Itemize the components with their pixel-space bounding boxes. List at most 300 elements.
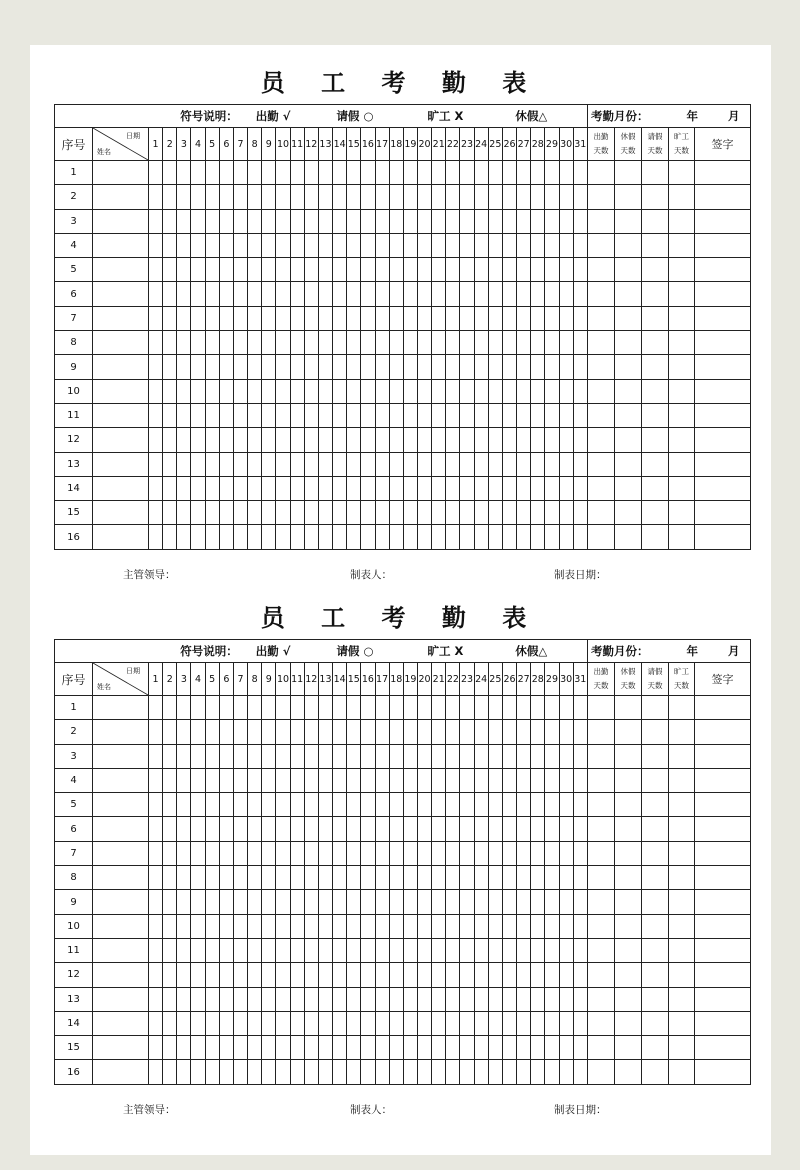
day-cell[interactable] (488, 209, 502, 233)
day-cell[interactable] (460, 841, 474, 865)
day-cell[interactable] (531, 963, 545, 987)
day-cell[interactable] (318, 914, 332, 938)
day-cell[interactable] (403, 817, 417, 841)
day-cell[interactable] (488, 744, 502, 768)
day-cell[interactable] (248, 866, 262, 890)
day-cell[interactable] (559, 817, 573, 841)
day-cell[interactable] (333, 379, 347, 403)
day-cell[interactable] (361, 890, 375, 914)
day-cell[interactable] (318, 696, 332, 720)
day-cell[interactable] (233, 258, 247, 282)
day-cell[interactable] (417, 258, 431, 282)
day-cell[interactable] (205, 476, 219, 500)
stat-cell[interactable] (587, 379, 614, 403)
stat-cell[interactable] (668, 282, 694, 306)
day-cell[interactable] (573, 282, 587, 306)
day-cell[interactable] (347, 793, 361, 817)
day-cell[interactable] (304, 963, 318, 987)
day-cell[interactable] (460, 914, 474, 938)
day-cell[interactable] (474, 161, 488, 185)
day-cell[interactable] (502, 696, 516, 720)
day-cell[interactable] (446, 428, 460, 452)
day-cell[interactable] (191, 282, 205, 306)
day-cell[interactable] (304, 233, 318, 257)
day-cell[interactable] (205, 209, 219, 233)
day-cell[interactable] (318, 1036, 332, 1060)
day-cell[interactable] (517, 938, 531, 962)
day-cell[interactable] (177, 331, 191, 355)
day-cell[interactable] (517, 963, 531, 987)
stat-cell[interactable] (587, 817, 614, 841)
day-cell[interactable] (432, 476, 446, 500)
day-cell[interactable] (474, 331, 488, 355)
day-cell[interactable] (149, 1060, 163, 1084)
day-cell[interactable] (559, 1011, 573, 1035)
day-cell[interactable] (219, 185, 233, 209)
day-cell[interactable] (531, 793, 545, 817)
day-cell[interactable] (290, 914, 304, 938)
day-cell[interactable] (361, 841, 375, 865)
sign-cell[interactable] (694, 1036, 750, 1060)
day-cell[interactable] (276, 1036, 290, 1060)
sign-cell[interactable] (694, 161, 750, 185)
day-cell[interactable] (573, 890, 587, 914)
name-cell[interactable] (93, 1060, 149, 1084)
day-cell[interactable] (347, 1011, 361, 1035)
day-cell[interactable] (191, 1011, 205, 1035)
day-cell[interactable] (262, 890, 276, 914)
day-cell[interactable] (233, 331, 247, 355)
day-cell[interactable] (304, 403, 318, 427)
day-cell[interactable] (177, 963, 191, 987)
day-cell[interactable] (333, 987, 347, 1011)
day-cell[interactable] (233, 1060, 247, 1084)
day-cell[interactable] (219, 963, 233, 987)
day-cell[interactable] (163, 452, 177, 476)
day-cell[interactable] (375, 866, 389, 890)
day-cell[interactable] (573, 428, 587, 452)
day-cell[interactable] (149, 403, 163, 427)
day-cell[interactable] (460, 379, 474, 403)
name-cell[interactable] (93, 233, 149, 257)
day-cell[interactable] (191, 1036, 205, 1060)
stat-cell[interactable] (668, 403, 694, 427)
day-cell[interactable] (488, 914, 502, 938)
day-cell[interactable] (205, 1060, 219, 1084)
day-cell[interactable] (233, 890, 247, 914)
day-cell[interactable] (262, 1036, 276, 1060)
day-cell[interactable] (333, 185, 347, 209)
day-cell[interactable] (502, 1011, 516, 1035)
day-cell[interactable] (191, 938, 205, 962)
day-cell[interactable] (191, 403, 205, 427)
day-cell[interactable] (502, 914, 516, 938)
stat-cell[interactable] (587, 793, 614, 817)
day-cell[interactable] (432, 817, 446, 841)
day-cell[interactable] (488, 696, 502, 720)
day-cell[interactable] (347, 403, 361, 427)
day-cell[interactable] (149, 866, 163, 890)
day-cell[interactable] (163, 1011, 177, 1035)
day-cell[interactable] (361, 501, 375, 525)
day-cell[interactable] (531, 476, 545, 500)
day-cell[interactable] (149, 428, 163, 452)
day-cell[interactable] (304, 1060, 318, 1084)
day-cell[interactable] (304, 720, 318, 744)
day-cell[interactable] (248, 306, 262, 330)
day-cell[interactable] (559, 379, 573, 403)
day-cell[interactable] (502, 841, 516, 865)
day-cell[interactable] (460, 525, 474, 549)
day-cell[interactable] (432, 841, 446, 865)
day-cell[interactable] (361, 744, 375, 768)
day-cell[interactable] (248, 744, 262, 768)
day-cell[interactable] (333, 720, 347, 744)
day-cell[interactable] (559, 403, 573, 427)
name-cell[interactable] (93, 209, 149, 233)
day-cell[interactable] (318, 379, 332, 403)
day-cell[interactable] (149, 696, 163, 720)
day-cell[interactable] (502, 890, 516, 914)
day-cell[interactable] (531, 233, 545, 257)
day-cell[interactable] (573, 768, 587, 792)
day-cell[interactable] (333, 209, 347, 233)
day-cell[interactable] (333, 866, 347, 890)
day-cell[interactable] (446, 768, 460, 792)
day-cell[interactable] (573, 306, 587, 330)
day-cell[interactable] (375, 768, 389, 792)
day-cell[interactable] (347, 428, 361, 452)
day-cell[interactable] (149, 209, 163, 233)
day-cell[interactable] (573, 355, 587, 379)
day-cell[interactable] (177, 841, 191, 865)
stat-cell[interactable] (614, 501, 641, 525)
day-cell[interactable] (432, 744, 446, 768)
day-cell[interactable] (276, 185, 290, 209)
day-cell[interactable] (149, 938, 163, 962)
day-cell[interactable] (417, 1060, 431, 1084)
stat-cell[interactable] (641, 355, 668, 379)
day-cell[interactable] (163, 428, 177, 452)
day-cell[interactable] (531, 452, 545, 476)
day-cell[interactable] (205, 963, 219, 987)
stat-cell[interactable] (668, 379, 694, 403)
day-cell[interactable] (149, 258, 163, 282)
day-cell[interactable] (474, 793, 488, 817)
name-cell[interactable] (93, 501, 149, 525)
day-cell[interactable] (545, 963, 559, 987)
day-cell[interactable] (417, 403, 431, 427)
day-cell[interactable] (149, 306, 163, 330)
day-cell[interactable] (460, 452, 474, 476)
day-cell[interactable] (276, 987, 290, 1011)
stat-cell[interactable] (614, 233, 641, 257)
day-cell[interactable] (417, 744, 431, 768)
name-cell[interactable] (93, 525, 149, 549)
day-cell[interactable] (488, 1036, 502, 1060)
day-cell[interactable] (304, 817, 318, 841)
day-cell[interactable] (432, 696, 446, 720)
day-cell[interactable] (573, 817, 587, 841)
day-cell[interactable] (276, 233, 290, 257)
day-cell[interactable] (460, 403, 474, 427)
day-cell[interactable] (163, 696, 177, 720)
stat-cell[interactable] (641, 866, 668, 890)
day-cell[interactable] (191, 744, 205, 768)
day-cell[interactable] (333, 501, 347, 525)
day-cell[interactable] (149, 1011, 163, 1035)
day-cell[interactable] (233, 720, 247, 744)
day-cell[interactable] (361, 331, 375, 355)
day-cell[interactable] (545, 379, 559, 403)
day-cell[interactable] (460, 209, 474, 233)
day-cell[interactable] (375, 428, 389, 452)
day-cell[interactable] (248, 428, 262, 452)
day-cell[interactable] (276, 476, 290, 500)
sign-cell[interactable] (694, 914, 750, 938)
day-cell[interactable] (290, 1011, 304, 1035)
day-cell[interactable] (432, 914, 446, 938)
day-cell[interactable] (432, 233, 446, 257)
day-cell[interactable] (361, 866, 375, 890)
day-cell[interactable] (205, 331, 219, 355)
day-cell[interactable] (177, 525, 191, 549)
day-cell[interactable] (517, 744, 531, 768)
day-cell[interactable] (177, 744, 191, 768)
stat-cell[interactable] (641, 331, 668, 355)
day-cell[interactable] (191, 720, 205, 744)
day-cell[interactable] (290, 696, 304, 720)
day-cell[interactable] (347, 525, 361, 549)
day-cell[interactable] (347, 476, 361, 500)
day-cell[interactable] (276, 282, 290, 306)
day-cell[interactable] (219, 403, 233, 427)
day-cell[interactable] (219, 501, 233, 525)
day-cell[interactable] (417, 866, 431, 890)
stat-cell[interactable] (641, 744, 668, 768)
day-cell[interactable] (517, 768, 531, 792)
day-cell[interactable] (191, 161, 205, 185)
day-cell[interactable] (177, 209, 191, 233)
sign-cell[interactable] (694, 1060, 750, 1084)
day-cell[interactable] (304, 938, 318, 962)
day-cell[interactable] (276, 428, 290, 452)
day-cell[interactable] (474, 379, 488, 403)
sign-cell[interactable] (694, 306, 750, 330)
stat-cell[interactable] (587, 963, 614, 987)
day-cell[interactable] (432, 282, 446, 306)
day-cell[interactable] (375, 841, 389, 865)
day-cell[interactable] (573, 793, 587, 817)
day-cell[interactable] (559, 185, 573, 209)
day-cell[interactable] (488, 185, 502, 209)
day-cell[interactable] (502, 476, 516, 500)
day-cell[interactable] (559, 841, 573, 865)
day-cell[interactable] (531, 331, 545, 355)
day-cell[interactable] (446, 306, 460, 330)
day-cell[interactable] (375, 987, 389, 1011)
stat-cell[interactable] (587, 233, 614, 257)
day-cell[interactable] (474, 185, 488, 209)
day-cell[interactable] (403, 258, 417, 282)
stat-cell[interactable] (668, 866, 694, 890)
day-cell[interactable] (417, 768, 431, 792)
day-cell[interactable] (517, 501, 531, 525)
day-cell[interactable] (304, 866, 318, 890)
day-cell[interactable] (262, 306, 276, 330)
day-cell[interactable] (205, 306, 219, 330)
day-cell[interactable] (361, 282, 375, 306)
day-cell[interactable] (149, 793, 163, 817)
day-cell[interactable] (502, 1036, 516, 1060)
day-cell[interactable] (318, 282, 332, 306)
day-cell[interactable] (389, 331, 403, 355)
day-cell[interactable] (290, 258, 304, 282)
day-cell[interactable] (446, 914, 460, 938)
day-cell[interactable] (205, 355, 219, 379)
day-cell[interactable] (318, 258, 332, 282)
day-cell[interactable] (559, 209, 573, 233)
day-cell[interactable] (559, 306, 573, 330)
day-cell[interactable] (488, 428, 502, 452)
sign-cell[interactable] (694, 525, 750, 549)
day-cell[interactable] (191, 476, 205, 500)
day-cell[interactable] (304, 452, 318, 476)
day-cell[interactable] (262, 331, 276, 355)
day-cell[interactable] (191, 914, 205, 938)
day-cell[interactable] (389, 1036, 403, 1060)
day-cell[interactable] (149, 841, 163, 865)
day-cell[interactable] (262, 938, 276, 962)
day-cell[interactable] (333, 476, 347, 500)
day-cell[interactable] (276, 161, 290, 185)
stat-cell[interactable] (587, 331, 614, 355)
day-cell[interactable] (417, 379, 431, 403)
day-cell[interactable] (559, 914, 573, 938)
name-cell[interactable] (93, 866, 149, 890)
day-cell[interactable] (304, 914, 318, 938)
day-cell[interactable] (474, 209, 488, 233)
day-cell[interactable] (163, 379, 177, 403)
name-cell[interactable] (93, 841, 149, 865)
day-cell[interactable] (403, 379, 417, 403)
stat-cell[interactable] (587, 209, 614, 233)
day-cell[interactable] (276, 355, 290, 379)
day-cell[interactable] (163, 355, 177, 379)
stat-cell[interactable] (668, 938, 694, 962)
stat-cell[interactable] (668, 841, 694, 865)
day-cell[interactable] (177, 428, 191, 452)
day-cell[interactable] (446, 817, 460, 841)
day-cell[interactable] (318, 1011, 332, 1035)
day-cell[interactable] (517, 185, 531, 209)
day-cell[interactable] (205, 744, 219, 768)
day-cell[interactable] (531, 1036, 545, 1060)
day-cell[interactable] (488, 841, 502, 865)
day-cell[interactable] (545, 476, 559, 500)
stat-cell[interactable] (587, 1036, 614, 1060)
stat-cell[interactable] (641, 841, 668, 865)
day-cell[interactable] (177, 452, 191, 476)
day-cell[interactable] (517, 841, 531, 865)
day-cell[interactable] (517, 696, 531, 720)
sign-cell[interactable] (694, 696, 750, 720)
day-cell[interactable] (347, 379, 361, 403)
day-cell[interactable] (375, 938, 389, 962)
day-cell[interactable] (276, 744, 290, 768)
day-cell[interactable] (276, 331, 290, 355)
name-cell[interactable] (93, 793, 149, 817)
day-cell[interactable] (149, 720, 163, 744)
day-cell[interactable] (375, 720, 389, 744)
day-cell[interactable] (446, 744, 460, 768)
day-cell[interactable] (248, 452, 262, 476)
day-cell[interactable] (219, 793, 233, 817)
sign-cell[interactable] (694, 331, 750, 355)
day-cell[interactable] (163, 914, 177, 938)
day-cell[interactable] (531, 282, 545, 306)
day-cell[interactable] (163, 720, 177, 744)
day-cell[interactable] (545, 452, 559, 476)
day-cell[interactable] (361, 161, 375, 185)
day-cell[interactable] (318, 501, 332, 525)
day-cell[interactable] (389, 258, 403, 282)
day-cell[interactable] (488, 258, 502, 282)
day-cell[interactable] (361, 793, 375, 817)
day-cell[interactable] (517, 914, 531, 938)
day-cell[interactable] (559, 501, 573, 525)
day-cell[interactable] (502, 161, 516, 185)
day-cell[interactable] (474, 476, 488, 500)
day-cell[interactable] (474, 355, 488, 379)
day-cell[interactable] (403, 209, 417, 233)
day-cell[interactable] (502, 817, 516, 841)
day-cell[interactable] (545, 914, 559, 938)
stat-cell[interactable] (587, 282, 614, 306)
day-cell[interactable] (517, 306, 531, 330)
day-cell[interactable] (432, 403, 446, 427)
day-cell[interactable] (446, 696, 460, 720)
day-cell[interactable] (417, 452, 431, 476)
day-cell[interactable] (248, 1011, 262, 1035)
day-cell[interactable] (233, 379, 247, 403)
day-cell[interactable] (517, 866, 531, 890)
day-cell[interactable] (517, 452, 531, 476)
day-cell[interactable] (403, 987, 417, 1011)
day-cell[interactable] (460, 476, 474, 500)
stat-cell[interactable] (587, 476, 614, 500)
stat-cell[interactable] (641, 501, 668, 525)
day-cell[interactable] (502, 938, 516, 962)
stat-cell[interactable] (668, 233, 694, 257)
day-cell[interactable] (219, 987, 233, 1011)
day-cell[interactable] (361, 1011, 375, 1035)
day-cell[interactable] (248, 525, 262, 549)
day-cell[interactable] (333, 306, 347, 330)
day-cell[interactable] (177, 938, 191, 962)
day-cell[interactable] (276, 841, 290, 865)
day-cell[interactable] (403, 744, 417, 768)
day-cell[interactable] (375, 744, 389, 768)
day-cell[interactable] (318, 355, 332, 379)
day-cell[interactable] (163, 963, 177, 987)
day-cell[interactable] (375, 161, 389, 185)
day-cell[interactable] (531, 525, 545, 549)
day-cell[interactable] (403, 233, 417, 257)
day-cell[interactable] (248, 209, 262, 233)
stat-cell[interactable] (668, 963, 694, 987)
day-cell[interactable] (233, 817, 247, 841)
